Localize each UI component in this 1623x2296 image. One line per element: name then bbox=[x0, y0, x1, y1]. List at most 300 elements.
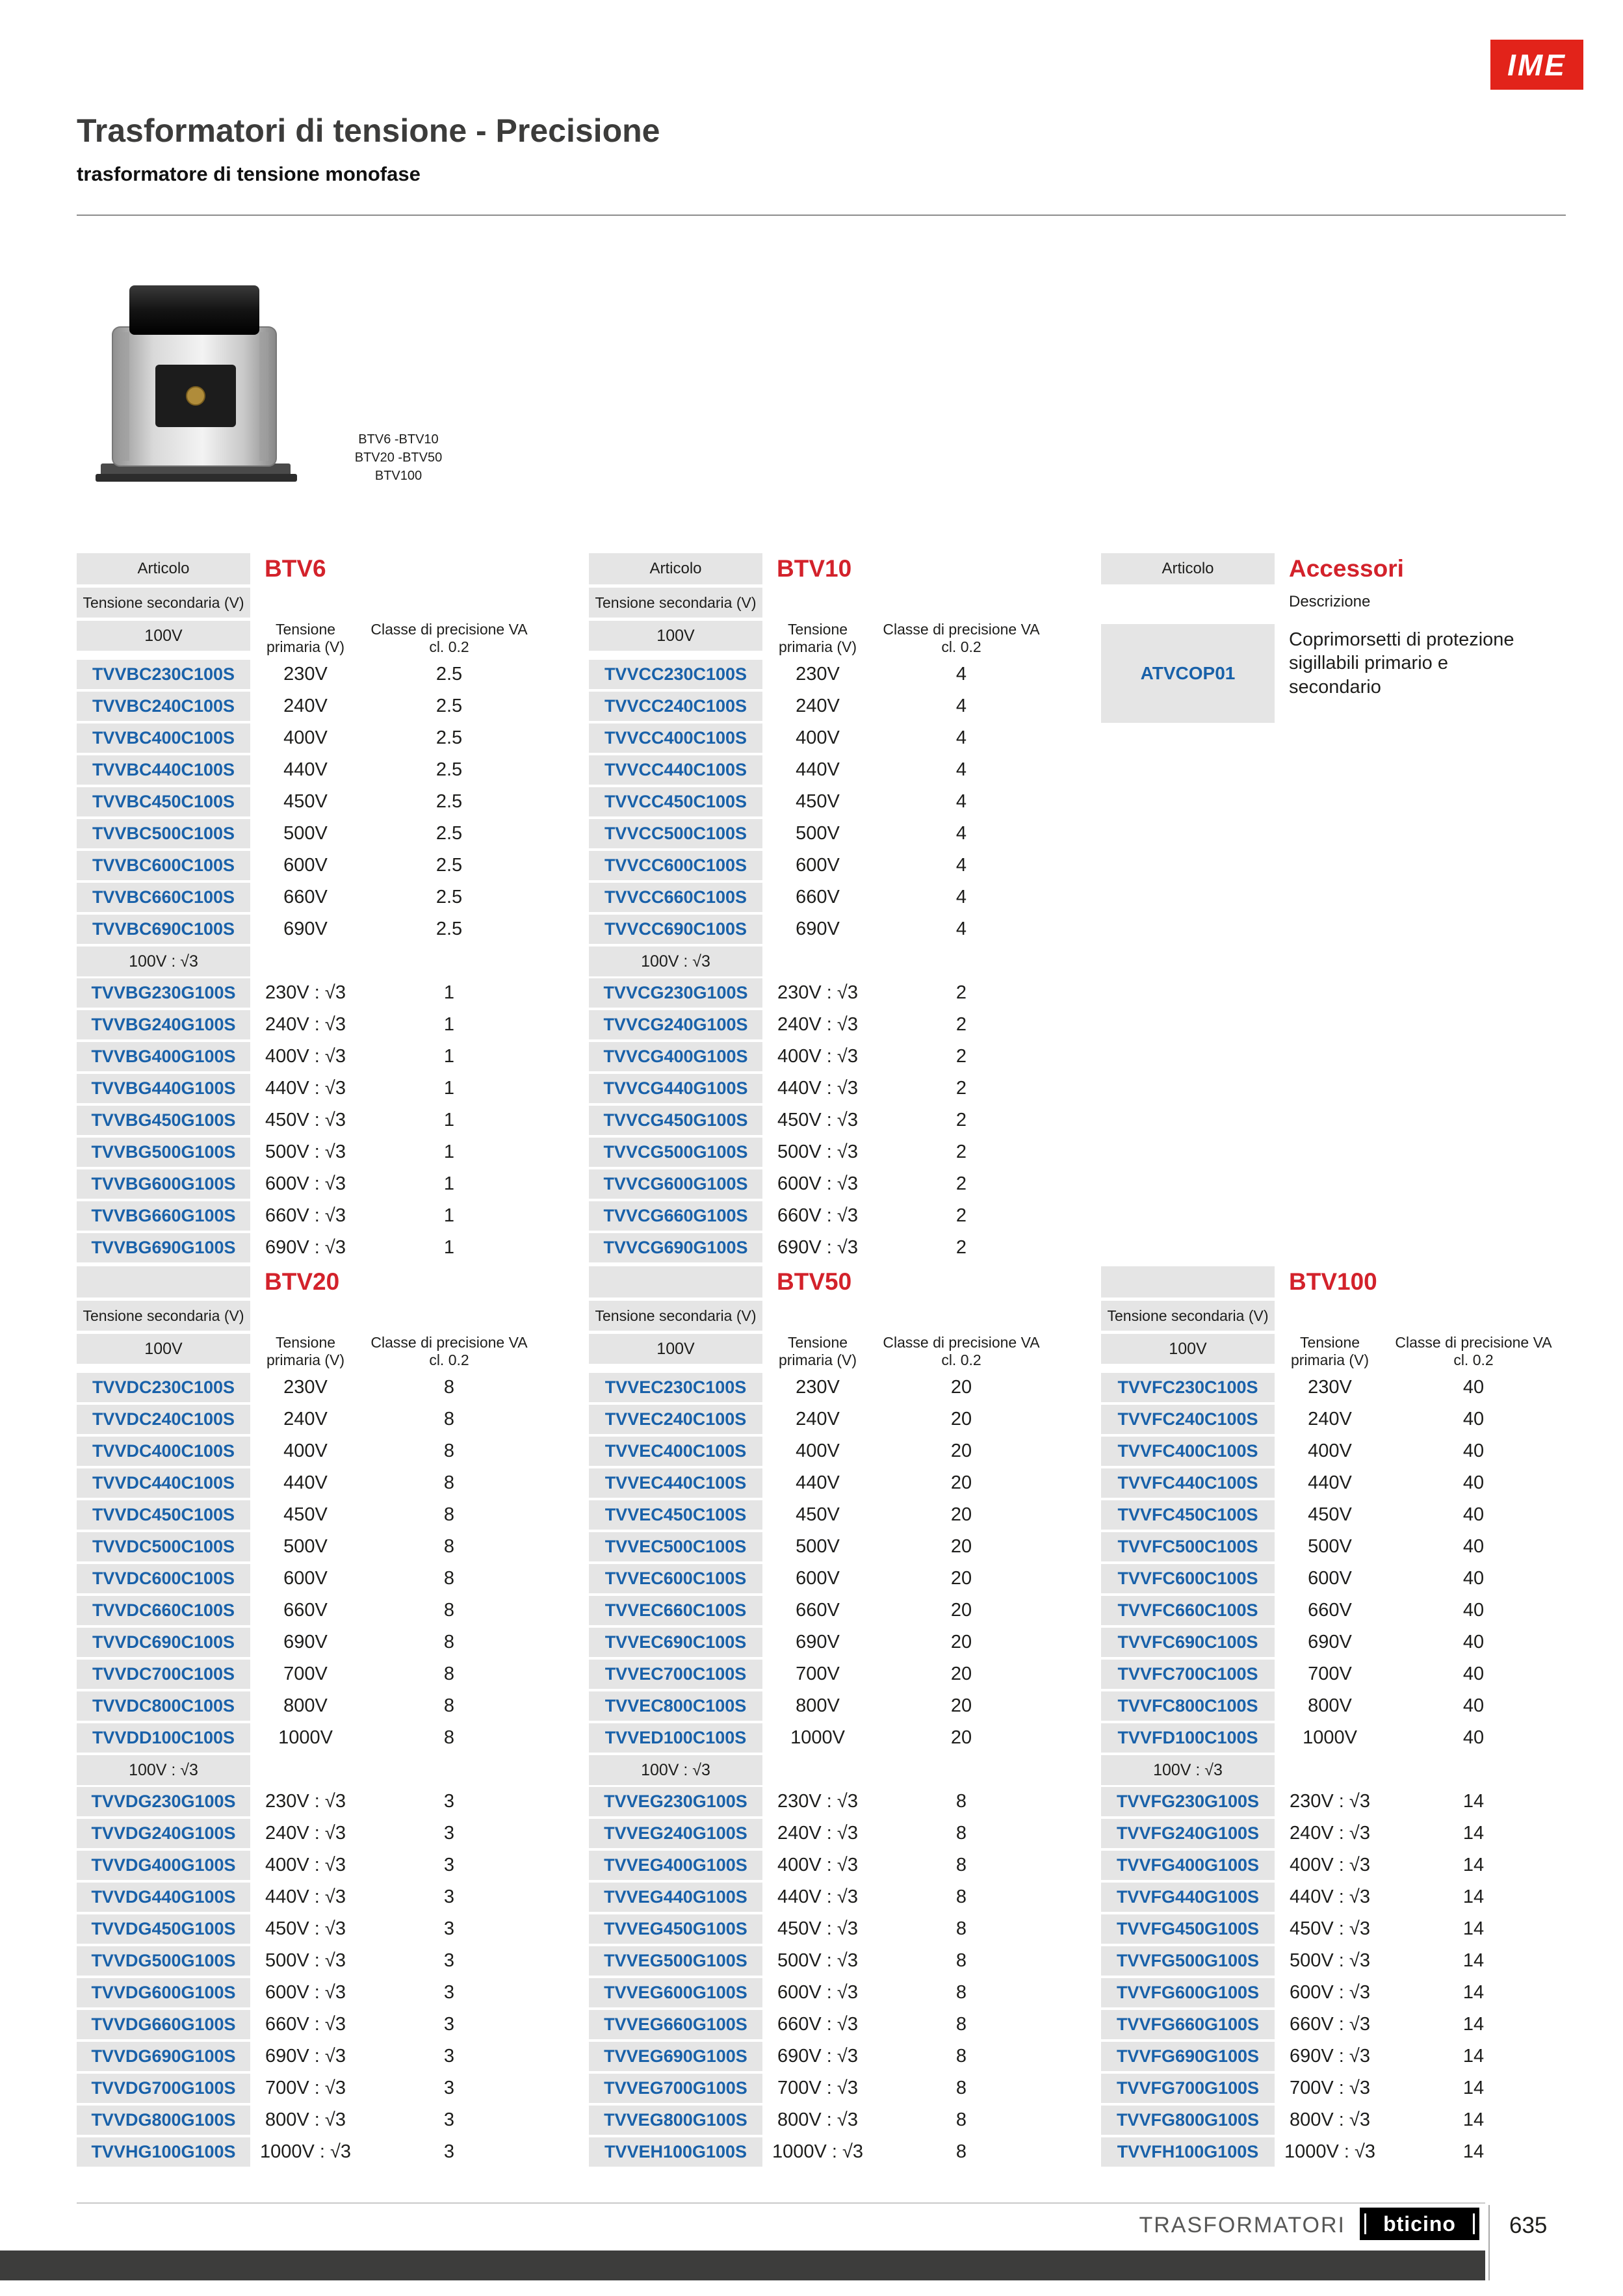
article-code: TVVCG600G100S bbox=[589, 1169, 762, 1199]
table-row bbox=[77, 2010, 538, 2039]
table-row bbox=[77, 1851, 538, 1880]
table-row bbox=[1101, 1437, 1562, 1466]
precision-class-header-line: cl. 0.2 bbox=[429, 638, 469, 656]
table-title: BTV6 bbox=[265, 555, 326, 582]
primary-voltage-value: 240V bbox=[283, 696, 328, 717]
table-row bbox=[589, 1373, 1050, 1402]
article-code: TVVDC230C100S bbox=[77, 1373, 250, 1402]
primary-voltage-header-line: Tensione bbox=[275, 1334, 336, 1351]
article-code: TVVFG690G100S bbox=[1101, 2042, 1275, 2071]
article-code: TVVDC800C100S bbox=[77, 1691, 250, 1721]
article-code: TVVDG690G100S bbox=[77, 2042, 250, 2071]
primary-voltage-value: 600V : √3 bbox=[777, 1982, 858, 2003]
article-code: TVVEC600C100S bbox=[589, 1564, 762, 1593]
table-row bbox=[1101, 2010, 1562, 2039]
article-code: TVVDG440G100S bbox=[77, 1883, 250, 1912]
article-code: TVVBC440C100S bbox=[77, 755, 250, 785]
table-header-row bbox=[589, 553, 1050, 584]
primary-voltage-value: 500V bbox=[283, 1536, 328, 1558]
article-code: TVVCG400G100S bbox=[589, 1042, 762, 1071]
article-code: TVVBC500C100S bbox=[77, 819, 250, 848]
precision-class-value: 4 bbox=[955, 887, 967, 908]
primary-voltage-value: 240V : √3 bbox=[777, 1823, 858, 1844]
primary-voltage-header bbox=[762, 621, 873, 656]
article-code: TVVBC690C100S bbox=[77, 915, 250, 944]
secondary-voltage-label: Tensione secondaria (V) bbox=[1101, 1301, 1275, 1331]
article-code: TVVEG600G100S bbox=[589, 1978, 762, 2007]
precision-class-value: 3 bbox=[443, 2014, 455, 2035]
precision-class-header-line: Classe di precisione VA bbox=[1395, 1334, 1552, 1351]
precision-class-header-line: Classe di precisione VA bbox=[883, 621, 1040, 638]
accessories-block bbox=[1101, 553, 1562, 783]
precision-class-value: 20 bbox=[950, 1441, 972, 1462]
article-code: TVVFG240G100S bbox=[1101, 1819, 1275, 1848]
precision-class-value: 20 bbox=[950, 1727, 972, 1749]
column-header-row bbox=[77, 1334, 538, 1369]
secondary-voltage-row bbox=[589, 588, 1050, 618]
table-row bbox=[77, 1074, 538, 1103]
table-row bbox=[1101, 1500, 1562, 1530]
precision-class-header-line: cl. 0.2 bbox=[941, 1351, 981, 1369]
precision-class-value: 40 bbox=[1462, 1472, 1485, 1494]
precision-class-value: 40 bbox=[1462, 1568, 1485, 1589]
secondary-voltage-row bbox=[77, 1301, 538, 1331]
primary-voltage-value: 690V : √3 bbox=[1290, 2046, 1370, 2067]
primary-voltage-value: 230V : √3 bbox=[777, 1791, 858, 1812]
precision-class-value: 14 bbox=[1462, 2078, 1485, 2099]
precision-class-value: 20 bbox=[950, 1504, 972, 1526]
primary-voltage-header-line: Tensione bbox=[1299, 1334, 1360, 1351]
product-photo bbox=[96, 270, 297, 488]
table-row bbox=[77, 2042, 538, 2071]
subsection-header-row bbox=[77, 1755, 538, 1784]
table-row bbox=[589, 1138, 1050, 1167]
precision-class-value: 20 bbox=[950, 1536, 972, 1558]
precision-class-value: 1 bbox=[443, 1141, 455, 1163]
precision-class-value: 2.5 bbox=[435, 791, 463, 813]
article-code: TVVCC400C100S bbox=[589, 724, 762, 753]
primary-voltage-value: 240V : √3 bbox=[777, 1014, 858, 1036]
precision-class-value: 2.5 bbox=[435, 696, 463, 717]
table-row bbox=[77, 787, 538, 816]
article-code: TVVBG690G100S bbox=[77, 1233, 250, 1262]
precision-class-header bbox=[361, 621, 538, 656]
precision-class-value: 3 bbox=[443, 2109, 455, 2131]
primary-voltage-value: 500V bbox=[796, 823, 840, 844]
primary-voltage-value: 440V bbox=[796, 759, 840, 781]
column-header-row bbox=[1101, 1334, 1562, 1369]
table-row bbox=[77, 1233, 538, 1262]
article-code: TVVDD100C100S bbox=[77, 1723, 250, 1753]
precision-class-value: 2 bbox=[955, 1078, 967, 1099]
secondary-voltage-value: 100V bbox=[589, 1334, 762, 1364]
articolo-header-cell: Articolo bbox=[1101, 553, 1275, 584]
primary-voltage-header-line: primaria (V) bbox=[1290, 1351, 1370, 1369]
table-row bbox=[589, 1010, 1050, 1039]
secondary-voltage-value: 100V : √3 bbox=[589, 1755, 762, 1785]
primary-voltage-value: 240V bbox=[796, 696, 840, 717]
table-row bbox=[589, 724, 1050, 753]
primary-voltage-value: 440V : √3 bbox=[265, 1886, 346, 1908]
caption-line: BTV6 -BTV10 bbox=[358, 432, 439, 447]
precision-class-header bbox=[873, 1334, 1050, 1369]
primary-voltage-value: 450V bbox=[283, 1504, 328, 1526]
article-code: TVVDG500G100S bbox=[77, 1946, 250, 1976]
primary-voltage-value: 400V : √3 bbox=[1290, 1855, 1370, 1876]
articolo-header-cell bbox=[77, 1266, 250, 1298]
primary-voltage-value: 690V bbox=[1308, 1632, 1352, 1653]
secondary-voltage-value: 100V : √3 bbox=[77, 1755, 250, 1785]
primary-voltage-value: 690V bbox=[283, 919, 328, 940]
table-row bbox=[589, 2010, 1050, 2039]
article-code: TVVEC700C100S bbox=[589, 1660, 762, 1689]
table-row bbox=[77, 1405, 538, 1434]
table-row bbox=[589, 1787, 1050, 1816]
article-code: TVVFC450C100S bbox=[1101, 1500, 1275, 1530]
article-code: TVVBC450C100S bbox=[77, 787, 250, 816]
secondary-voltage-label: Tensione secondaria (V) bbox=[77, 588, 250, 618]
table-row bbox=[589, 2137, 1050, 2167]
precision-class-value: 2 bbox=[955, 1046, 967, 1067]
primary-voltage-header bbox=[762, 1334, 873, 1369]
table-row bbox=[589, 1851, 1050, 1880]
secondary-voltage-value: 100V bbox=[1101, 1334, 1275, 1364]
table-row bbox=[77, 1532, 538, 1561]
table-row bbox=[589, 1468, 1050, 1498]
primary-voltage-value: 660V bbox=[1308, 1600, 1352, 1621]
table-row bbox=[589, 1106, 1050, 1135]
precision-class-value: 3 bbox=[443, 1791, 455, 1812]
article-code: TVVEG500G100S bbox=[589, 1946, 762, 1976]
table-row bbox=[1101, 1564, 1562, 1593]
precision-class-header-line: Classe di precisione VA bbox=[883, 1334, 1040, 1351]
table-row bbox=[1101, 1787, 1562, 1816]
primary-voltage-value: 800V : √3 bbox=[1290, 2109, 1370, 2131]
precision-class-value: 3 bbox=[443, 2078, 455, 2099]
precision-class-value: 2.5 bbox=[435, 664, 463, 685]
primary-voltage-value: 690V : √3 bbox=[777, 2046, 858, 2067]
primary-voltage-value: 600V bbox=[796, 855, 840, 876]
table-row bbox=[77, 1169, 538, 1199]
table-row bbox=[589, 1596, 1050, 1625]
table-row bbox=[589, 2074, 1050, 2103]
precision-class-value: 20 bbox=[950, 1600, 972, 1621]
primary-voltage-value: 450V : √3 bbox=[777, 1918, 858, 1940]
table-row bbox=[77, 2137, 538, 2167]
primary-voltage-value: 660V : √3 bbox=[777, 2014, 858, 2035]
precision-class-value: 3 bbox=[443, 1950, 455, 1972]
article-code: TVVEC800C100S bbox=[589, 1691, 762, 1721]
table-row bbox=[589, 660, 1050, 689]
precision-class-value: 8 bbox=[443, 1472, 455, 1494]
primary-voltage-header-line: primaria (V) bbox=[266, 1351, 345, 1369]
secondary-voltage-value: 100V : √3 bbox=[77, 946, 250, 976]
article-code: TVVBC400C100S bbox=[77, 724, 250, 753]
article-code: TVVDC690C100S bbox=[77, 1628, 250, 1657]
precision-class-value: 2.5 bbox=[435, 727, 463, 749]
precision-class-value: 8 bbox=[443, 1695, 455, 1717]
precision-class-header bbox=[361, 1334, 538, 1369]
primary-voltage-header bbox=[250, 621, 361, 656]
article-code: TVVHG100G100S bbox=[77, 2137, 250, 2167]
table-header-row bbox=[1101, 1266, 1562, 1298]
table-row bbox=[77, 1787, 538, 1816]
table-row bbox=[589, 1169, 1050, 1199]
primary-voltage-header bbox=[1275, 1334, 1385, 1369]
precision-class-value: 2 bbox=[955, 1110, 967, 1131]
primary-voltage-value: 700V : √3 bbox=[265, 2078, 346, 2099]
precision-class-value: 2 bbox=[955, 1205, 967, 1227]
product-caption bbox=[324, 430, 473, 485]
logo-left-bar bbox=[1364, 2213, 1366, 2234]
precision-class-value: 3 bbox=[443, 1982, 455, 2003]
primary-voltage-value: 800V bbox=[283, 1695, 328, 1717]
primary-voltage-value: 240V bbox=[1308, 1409, 1352, 1430]
table-row bbox=[589, 1405, 1050, 1434]
precision-class-value: 8 bbox=[955, 2141, 967, 2163]
precision-class-value: 8 bbox=[443, 1727, 455, 1749]
article-code: TVVFC700C100S bbox=[1101, 1660, 1275, 1689]
table-row bbox=[77, 978, 538, 1008]
precision-class-header-line: cl. 0.2 bbox=[941, 638, 981, 656]
table-btv10 bbox=[589, 553, 1050, 1265]
table-row bbox=[77, 1819, 538, 1848]
primary-voltage-value: 600V bbox=[283, 1568, 328, 1589]
article-code: TVVDG800G100S bbox=[77, 2106, 250, 2135]
precision-class-value: 8 bbox=[955, 2078, 967, 2099]
table-btv100 bbox=[1101, 1266, 1562, 2169]
precision-class-value: 4 bbox=[955, 664, 967, 685]
caption-line: BTV20 -BTV50 bbox=[354, 450, 443, 465]
article-code: TVVDG600G100S bbox=[77, 1978, 250, 2007]
precision-class-value: 4 bbox=[955, 791, 967, 813]
primary-voltage-value: 690V bbox=[796, 1632, 840, 1653]
subsection-header-row bbox=[589, 946, 1050, 976]
primary-voltage-value: 600V : √3 bbox=[1290, 1982, 1370, 2003]
secondary-voltage-value: 100V : √3 bbox=[1101, 1755, 1275, 1785]
primary-voltage-value: 230V : √3 bbox=[265, 1791, 346, 1812]
primary-voltage-value: 600V : √3 bbox=[265, 1173, 346, 1195]
precision-class-value: 4 bbox=[955, 696, 967, 717]
primary-voltage-value: 450V : √3 bbox=[1290, 1918, 1370, 1940]
precision-class-value: 8 bbox=[443, 1632, 455, 1653]
precision-class-value: 4 bbox=[955, 919, 967, 940]
table-btv50 bbox=[589, 1266, 1050, 2169]
table-row bbox=[77, 819, 538, 848]
primary-voltage-value: 440V : √3 bbox=[265, 1078, 346, 1099]
precision-class-value: 20 bbox=[950, 1632, 972, 1653]
table-row bbox=[77, 724, 538, 753]
table-row bbox=[77, 1138, 538, 1167]
table-title: BTV20 bbox=[265, 1268, 340, 1295]
primary-voltage-value: 700V bbox=[796, 1663, 840, 1685]
table-row bbox=[77, 692, 538, 721]
article-code: TVVCC230C100S bbox=[589, 660, 762, 689]
table-row bbox=[1101, 2074, 1562, 2103]
precision-class-header-line: Classe di precisione VA bbox=[370, 621, 528, 638]
table-row bbox=[589, 1437, 1050, 1466]
table-row bbox=[589, 755, 1050, 785]
table-row bbox=[77, 1373, 538, 1402]
precision-class-value: 3 bbox=[443, 1823, 455, 1844]
table-row bbox=[1101, 1978, 1562, 2007]
precision-class-value: 40 bbox=[1462, 1504, 1485, 1526]
primary-voltage-value: 400V : √3 bbox=[265, 1046, 346, 1067]
article-code: TVVFG660G100S bbox=[1101, 2010, 1275, 2039]
primary-voltage-value: 450V bbox=[796, 1504, 840, 1526]
precision-class-value: 20 bbox=[950, 1472, 972, 1494]
precision-class-value: 8 bbox=[955, 1791, 967, 1812]
precision-class-value: 1 bbox=[443, 1110, 455, 1131]
article-code: TVVFC400C100S bbox=[1101, 1437, 1275, 1466]
table-row bbox=[589, 1660, 1050, 1689]
articolo-header-cell: Articolo bbox=[589, 553, 762, 584]
precision-class-value: 40 bbox=[1462, 1441, 1485, 1462]
precision-class-value: 8 bbox=[955, 1886, 967, 1908]
primary-voltage-value: 600V : √3 bbox=[777, 1173, 858, 1195]
article-code: TVVEG660G100S bbox=[589, 2010, 762, 2039]
precision-class-value: 1 bbox=[443, 1205, 455, 1227]
table-row bbox=[589, 2106, 1050, 2135]
article-code: TVVBC600C100S bbox=[77, 851, 250, 880]
table-row bbox=[589, 1883, 1050, 1912]
precision-class-value: 8 bbox=[955, 2046, 967, 2067]
footer-bar bbox=[0, 2250, 1485, 2280]
primary-voltage-value: 400V bbox=[1308, 1441, 1352, 1462]
article-code: TVVFC800C100S bbox=[1101, 1691, 1275, 1721]
table-row bbox=[1101, 1819, 1562, 1848]
table-row bbox=[77, 1946, 538, 1976]
table-row bbox=[1101, 1723, 1562, 1753]
article-code: TVVEC500C100S bbox=[589, 1532, 762, 1561]
subsection-header-row bbox=[589, 1755, 1050, 1784]
table-row bbox=[1101, 1851, 1562, 1880]
subsection-header-row bbox=[1101, 1755, 1562, 1784]
primary-voltage-value: 600V : √3 bbox=[265, 1982, 346, 2003]
primary-voltage-value: 600V bbox=[796, 1568, 840, 1589]
table-row bbox=[589, 692, 1050, 721]
accessories-body bbox=[1101, 588, 1562, 783]
primary-voltage-value: 500V bbox=[283, 823, 328, 844]
primary-voltage-value: 500V : √3 bbox=[777, 1950, 858, 1972]
primary-voltage-value: 500V : √3 bbox=[1290, 1950, 1370, 1972]
column-header-row bbox=[589, 621, 1050, 656]
primary-voltage-value: 240V : √3 bbox=[265, 1014, 346, 1036]
articolo-header-cell: Articolo bbox=[77, 553, 250, 584]
article-code: TVVDG400G100S bbox=[77, 1851, 250, 1880]
table-row bbox=[77, 1660, 538, 1689]
table-title: BTV100 bbox=[1289, 1268, 1377, 1295]
table-row bbox=[77, 755, 538, 785]
secondary-voltage-value: 100V : √3 bbox=[589, 946, 762, 976]
precision-class-value: 20 bbox=[950, 1409, 972, 1430]
primary-voltage-value: 800V : √3 bbox=[265, 2109, 346, 2131]
primary-voltage-header-line: primaria (V) bbox=[778, 638, 857, 656]
table-row bbox=[77, 1883, 538, 1912]
article-code: TVVCC440C100S bbox=[589, 755, 762, 785]
accessory-description: Coprimorsetti di protezione sigillabili primario e secondario bbox=[1289, 629, 1514, 698]
precision-class-value: 2.5 bbox=[435, 759, 463, 781]
primary-voltage-value: 1000V bbox=[790, 1727, 845, 1749]
table-row bbox=[77, 1500, 538, 1530]
primary-voltage-value: 660V bbox=[796, 1600, 840, 1621]
article-code: TVVCC600C100S bbox=[589, 851, 762, 880]
precision-class-value: 8 bbox=[443, 1441, 455, 1462]
precision-class-header-line: cl. 0.2 bbox=[1453, 1351, 1494, 1369]
primary-voltage-value: 800V : √3 bbox=[777, 2109, 858, 2131]
ime-logo: IME bbox=[1490, 40, 1583, 90]
precision-class-value: 8 bbox=[443, 1536, 455, 1558]
precision-class-value: 4 bbox=[955, 823, 967, 844]
primary-voltage-value: 230V bbox=[796, 664, 840, 685]
table-row bbox=[77, 1596, 538, 1625]
article-code: TVVCG500G100S bbox=[589, 1138, 762, 1167]
primary-voltage-value: 450V bbox=[1308, 1504, 1352, 1526]
column-header-row bbox=[77, 621, 538, 656]
primary-voltage-value: 400V : √3 bbox=[777, 1855, 858, 1876]
precision-class-value: 8 bbox=[443, 1663, 455, 1685]
table-row bbox=[589, 819, 1050, 848]
table-row bbox=[589, 1914, 1050, 1944]
precision-class-value: 2.5 bbox=[435, 887, 463, 908]
article-code: TVVEG240G100S bbox=[589, 1819, 762, 1848]
table-row bbox=[77, 851, 538, 880]
precision-class-value: 1 bbox=[443, 1078, 455, 1099]
article-code: TVVBG500G100S bbox=[77, 1138, 250, 1167]
primary-voltage-value: 800V bbox=[796, 1695, 840, 1717]
primary-voltage-value: 230V : √3 bbox=[265, 982, 346, 1004]
table-row bbox=[1101, 1405, 1562, 1434]
primary-voltage-value: 440V bbox=[796, 1472, 840, 1494]
precision-class-value: 40 bbox=[1462, 1377, 1485, 1398]
precision-class-value: 2.5 bbox=[435, 919, 463, 940]
article-code: TVVEH100G100S bbox=[589, 2137, 762, 2167]
primary-voltage-value: 690V bbox=[283, 1632, 328, 1653]
primary-voltage-value: 240V bbox=[283, 1409, 328, 1430]
precision-class-value: 14 bbox=[1462, 2109, 1485, 2131]
primary-voltage-value: 240V bbox=[796, 1409, 840, 1430]
article-code: TVVCC240C100S bbox=[589, 692, 762, 721]
article-code: TVVBC660C100S bbox=[77, 883, 250, 912]
article-code: TVVCG690G100S bbox=[589, 1233, 762, 1262]
article-code: TVVCC500C100S bbox=[589, 819, 762, 848]
precision-class-value: 14 bbox=[1462, 2046, 1485, 2067]
precision-class-value: 8 bbox=[443, 1504, 455, 1526]
primary-voltage-value: 440V : √3 bbox=[1290, 1886, 1370, 1908]
article-code: TVVEC240C100S bbox=[589, 1405, 762, 1434]
table-row bbox=[77, 1914, 538, 1944]
table-row bbox=[589, 1042, 1050, 1071]
primary-voltage-value: 600V bbox=[1308, 1568, 1352, 1589]
subsection-header-row bbox=[77, 946, 538, 976]
primary-voltage-value: 690V : √3 bbox=[777, 1237, 858, 1259]
article-code: TVVBG240G100S bbox=[77, 1010, 250, 1039]
primary-voltage-value: 800V bbox=[1308, 1695, 1352, 1717]
precision-class-value: 14 bbox=[1462, 1950, 1485, 1972]
article-code: TVVBG450G100S bbox=[77, 1106, 250, 1135]
precision-class-value: 3 bbox=[443, 1855, 455, 1876]
precision-class-value: 8 bbox=[443, 1600, 455, 1621]
secondary-voltage-label: Tensione secondaria (V) bbox=[589, 1301, 762, 1331]
article-code: TVVFC240C100S bbox=[1101, 1405, 1275, 1434]
table-row bbox=[589, 1201, 1050, 1231]
article-code: TVVBC230C100S bbox=[77, 660, 250, 689]
article-code: TVVDC600C100S bbox=[77, 1564, 250, 1593]
precision-class-value: 8 bbox=[955, 2109, 967, 2131]
page-subtitle: trasformatore di tensione monofase bbox=[77, 163, 421, 185]
primary-voltage-header-line: primaria (V) bbox=[266, 638, 345, 656]
table-row bbox=[77, 883, 538, 912]
